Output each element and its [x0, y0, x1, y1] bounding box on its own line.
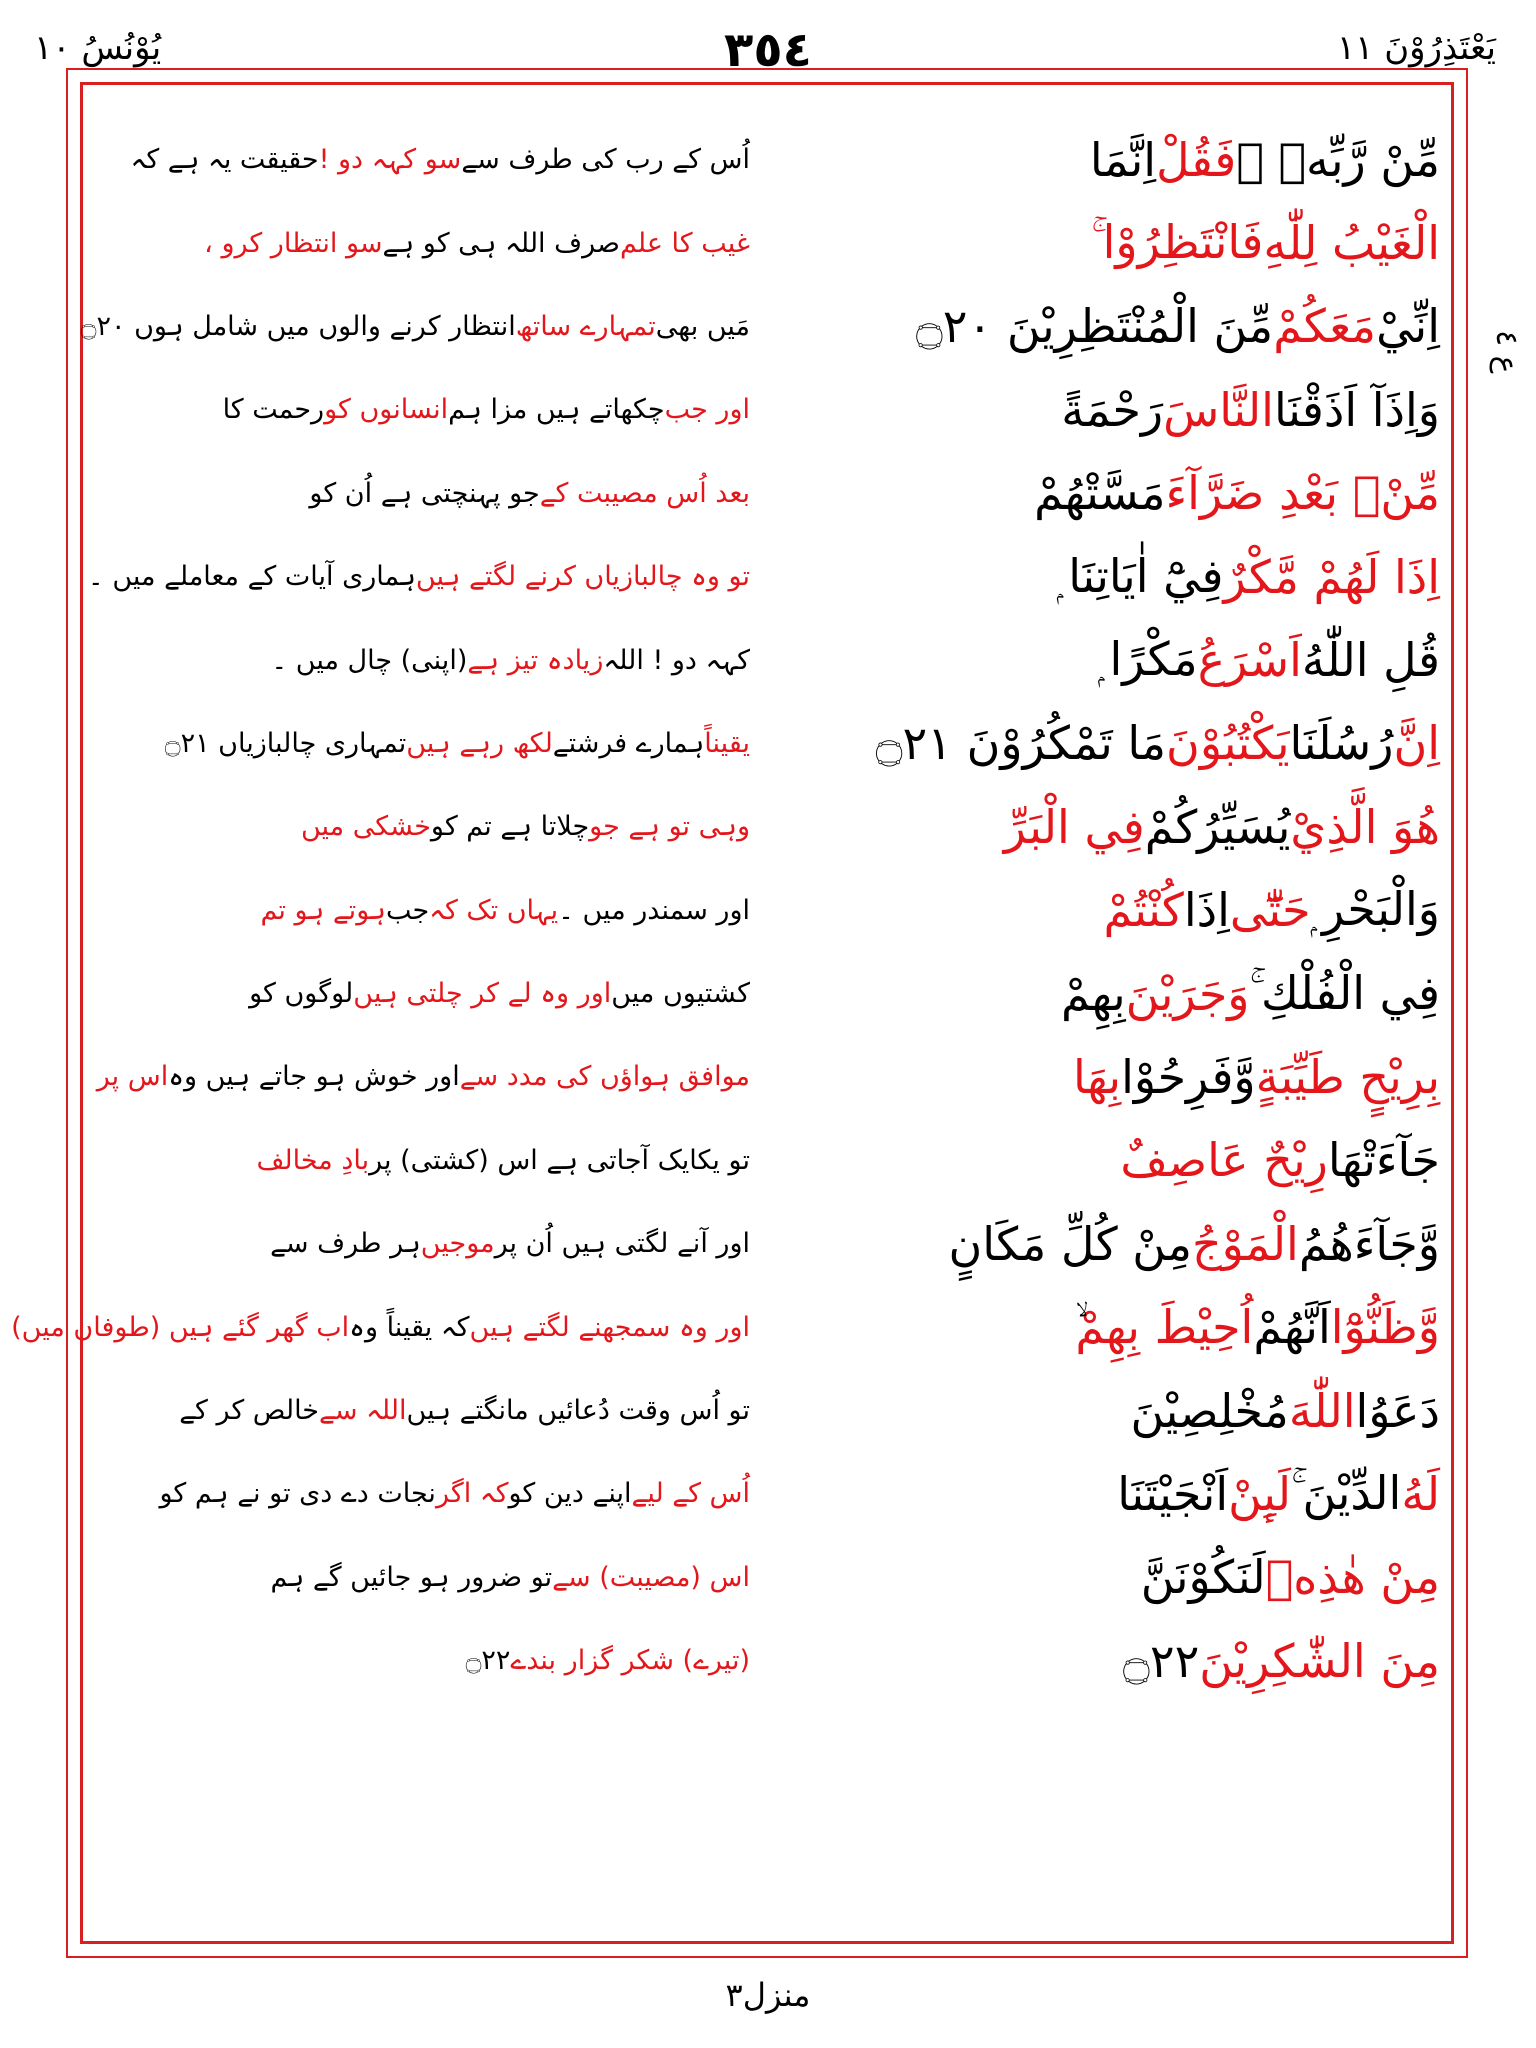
highlighted-text: اس پر	[96, 1061, 169, 1093]
highlighted-text: فَانْتَظِرُوْا ۚ	[1091, 215, 1264, 270]
arabic-line	[750, 285, 1440, 368]
text-segment: وَاِذَآ اَذَقْنَا	[1273, 382, 1440, 437]
text-segment: کشتیوں میں	[611, 978, 750, 1010]
highlighted-text: یقیناً	[704, 727, 750, 759]
highlighted-text: سو کہہ دو !	[318, 144, 462, 176]
highlighted-text: اُحِيْطَ بِهِمْ	[1075, 1300, 1254, 1355]
arabic-line	[750, 535, 1440, 618]
arabic-line	[750, 1369, 1440, 1452]
text-segment: جَآءَتْهَا	[1327, 1133, 1440, 1188]
text-segment: فِي الْفُلْكِ ۚ	[1249, 965, 1440, 1020]
text-segment: قُلِ اللّٰهُ	[1301, 633, 1440, 688]
text-segment: اِنَّمَا	[1089, 132, 1157, 187]
text-segment: ہمارے فرشتے	[552, 727, 705, 759]
highlighted-text: الْغَيْبُ لِلّٰهِ	[1263, 216, 1440, 271]
highlighted-text: بِهَا	[1073, 1049, 1122, 1104]
text-segment: تمہاری چالبازیاں ۝٢١	[164, 727, 407, 759]
text-segment: مَا تَمْكُرُوْنَ ۝٢١	[875, 716, 1167, 771]
text-segment: رَحْمَةً	[1061, 382, 1164, 437]
text-segment: مِّنْ رَّبِّهٖ ۚ	[1236, 132, 1440, 187]
urdu-line	[96, 1035, 750, 1118]
highlighted-text: مِّنْۢ بَعْدِ ضَرَّآءَ	[1165, 466, 1440, 521]
urdu-line	[100, 1536, 750, 1619]
text-segment: لوگوں کو	[249, 978, 354, 1010]
arabic-line	[750, 368, 1440, 451]
urdu-line	[100, 452, 750, 535]
urdu-translation-column	[11, 118, 750, 1702]
text-segment: اَنْجَيْتَنَا	[1117, 1466, 1229, 1521]
highlighted-text: اور وہ لے کر چلتی ہیں	[353, 978, 612, 1010]
highlighted-text: اللہ سے	[319, 1395, 407, 1427]
urdu-line	[100, 1369, 750, 1452]
text-segment: وَّفَرِحُوْا	[1121, 1049, 1256, 1104]
highlighted-text: تمہارے ساتھ	[515, 310, 656, 342]
highlighted-text: اُس کے لیے	[631, 1478, 750, 1510]
highlighted-text: (تیرے) شکر گزار بندے	[510, 1645, 750, 1677]
text-segment: بِهِمْ	[1061, 966, 1126, 1021]
highlighted-text: لَىِٕنْ	[1228, 1466, 1292, 1521]
arabic-line	[750, 118, 1440, 201]
highlighted-text: وہی تو ہے جو	[589, 811, 750, 843]
arabic-line	[750, 1452, 1440, 1535]
urdu-line	[100, 201, 750, 284]
text-segment: مَكْرًا ۭ	[1097, 632, 1198, 687]
text-segment: تو یکایک آجاتی ہے اس (کشتی) پر	[369, 1144, 750, 1176]
page-number: ٣٥٤	[724, 22, 812, 78]
highlighted-text: اللّٰهَ	[1288, 1383, 1356, 1438]
text-segment: (اپنی) چال میں ۔	[271, 644, 468, 676]
text-segment: ہر طرف سے	[270, 1228, 421, 1260]
text-segment: لَنَكُوْنَنَّ	[1140, 1550, 1266, 1605]
arabic-line	[750, 452, 1440, 535]
text-segment: تو اُس وقت دُعائیں مانگتے ہیں	[406, 1395, 750, 1427]
urdu-line	[100, 869, 750, 952]
text-segment: صرف اللہ ہی کو ہے	[382, 227, 620, 259]
text-segment: کہ یقیناً وہ	[349, 1311, 470, 1343]
text-segment: اور خوش ہو جاتے ہیں وہ	[168, 1061, 460, 1093]
arabic-line	[750, 785, 1440, 868]
text-segment: مِّنَ الْمُنْتَظِرِيْنَ ۝٢٠	[915, 299, 1274, 354]
highlighted-text: تو وہ چالبازیاں کرنے لگتے ہیں	[415, 561, 750, 593]
text-segment: اور سمندر میں ۔	[558, 894, 750, 926]
arabic-line	[750, 869, 1440, 952]
highlighted-text: اَسْرَعُ	[1197, 633, 1302, 688]
text-segment: اِنِّيْ	[1376, 299, 1440, 354]
highlighted-text: يَكْتُبُوْنَ	[1166, 716, 1290, 771]
text-segment: وَّجَآءَهُمُ	[1298, 1216, 1440, 1271]
text-segment: چکھاتے ہیں مزا ہم	[448, 394, 665, 426]
text-segment: خالص کر کے	[179, 1395, 319, 1427]
highlighted-text: مِنْ هٰذِهٖ	[1265, 1550, 1440, 1605]
highlighted-text: كُنْتُمْ	[1103, 883, 1184, 938]
text-segment: مُخْلِصِيْنَ	[1130, 1383, 1289, 1438]
arabic-line	[750, 702, 1440, 785]
urdu-line	[100, 1452, 750, 1535]
text-segment: يُسَيِّرُكُمْ	[1144, 799, 1291, 854]
urdu-line	[100, 118, 750, 201]
urdu-line	[100, 1119, 750, 1202]
highlighted-text: لَهُ	[1401, 1466, 1440, 1521]
highlighted-text: هُوَ الَّذِيْ	[1290, 799, 1440, 854]
highlighted-text: مَعَكُمْ	[1273, 299, 1377, 354]
arabic-line	[750, 618, 1440, 701]
highlighted-text: یہاں تک کہ	[429, 894, 559, 926]
urdu-line	[80, 285, 750, 368]
highlighted-text: الْمَوْجُ	[1191, 1216, 1299, 1271]
text-segment: نجات دے دی تو نے ہم کو	[159, 1478, 436, 1510]
text-segment: ۝٢٢	[1122, 1633, 1200, 1688]
highlighted-text: سو انتظار کرو ،	[204, 227, 383, 259]
highlighted-text: زیادہ تیز ہے	[467, 644, 604, 676]
text-segment: جو پہنچتی ہے اُن کو	[309, 477, 540, 509]
arabic-line	[750, 1202, 1440, 1285]
arabic-line	[750, 201, 1440, 284]
highlighted-text: بادِ مخالف	[256, 1144, 370, 1176]
highlighted-text: حَتّٰٓى	[1229, 883, 1311, 938]
highlighted-text: مِنَ الشّٰكِرِيْنَ	[1199, 1633, 1440, 1688]
urdu-line	[100, 785, 750, 868]
urdu-line	[87, 535, 750, 618]
text-segment: ہماری آیات کے معاملے میں ۔	[87, 561, 416, 593]
urdu-line	[100, 368, 750, 451]
text-segment: الدِّيْنَ ۚ	[1291, 1465, 1402, 1520]
text-segment: اور آنے لگتی ہیں اُن پر	[494, 1228, 750, 1260]
highlighted-text: بِرِيْحٍ طَيِّبَةٍ	[1255, 1049, 1440, 1104]
text-segment: دَعَوُا	[1355, 1383, 1440, 1438]
text-segment: ۝٢٢	[465, 1645, 511, 1677]
text-segment: انتظار کرنے والوں میں شامل ہوں ۝٢٠	[80, 310, 516, 342]
text-segment: مَسَّتْهُمْ	[1034, 466, 1166, 521]
urdu-line	[100, 1619, 750, 1702]
highlighted-text: خشکی میں	[300, 811, 431, 843]
text-segment: اَنَّهُمْ	[1253, 1300, 1331, 1355]
manzil-footer: منزل٣	[725, 1976, 811, 2014]
highlighted-text: اس (مصیبت) سے	[552, 1561, 750, 1593]
arabic-line	[750, 1285, 1440, 1368]
text-segment: جب	[385, 894, 430, 926]
highlighted-text: بعد اُس مصیبت کے	[539, 477, 750, 509]
highlighted-text: کہ اگر	[435, 1478, 509, 1510]
text-segment: وَالْبَحْرِ ۭ	[1310, 882, 1440, 937]
highlighted-text: اِذَا لَهُمْ مَّكْرٌ	[1223, 549, 1440, 604]
text-segment: رحمت کا	[222, 394, 325, 426]
text-segment: کہہ دو ! اللہ	[603, 644, 750, 676]
highlighted-text: موافق ہواؤں کی مدد سے	[459, 1061, 750, 1093]
header-surah-left: يُوْنُسُ ١٠	[34, 28, 162, 68]
arabic-line	[750, 1119, 1440, 1202]
text-segment: مِنْ كُلِّ مَكَانٍ	[948, 1216, 1192, 1271]
header-surah-right: يَعْتَذِرُوْنَ ١١	[1336, 28, 1496, 68]
highlighted-text: اور جب	[664, 394, 750, 426]
highlighted-text: اور وہ سمجھنے لگتے ہیں	[469, 1311, 750, 1343]
highlighted-text: رِيْحٌ عَاصِفٌ	[1120, 1133, 1328, 1188]
urdu-line	[11, 1285, 750, 1368]
text-segment: تو ضرور ہو جائیں گے ہم	[270, 1561, 553, 1593]
highlighted-text: فِي الْبَرِّ	[1003, 799, 1145, 854]
text-segment: اِذَا	[1183, 883, 1230, 938]
highlighted-text: اب گھر گئے ہیں (طوفان میں)	[11, 1311, 350, 1343]
text-segment: فِيْٓ اٰيَاتِنَا ۭ	[1056, 548, 1224, 603]
text-segment: حقیقت یہ ہے کہ	[130, 144, 319, 176]
urdu-line	[100, 618, 750, 701]
highlighted-text: وَّظَنُّوْٓا	[1330, 1300, 1440, 1355]
highlighted-text: غیب کا علم	[619, 227, 750, 259]
highlighted-text: النَّاسَ	[1163, 382, 1274, 437]
highlighted-text: وَجَرَيْنَ	[1125, 966, 1250, 1021]
arabic-line	[750, 952, 1440, 1035]
highlighted-text: ہوتے ہو تم	[260, 894, 386, 926]
text-segment: اپنے دین کو	[508, 1478, 632, 1510]
arabic-line	[750, 1536, 1440, 1619]
ruku-marker: ع ٤	[1489, 330, 1524, 374]
highlighted-text: فَقُلْ	[1156, 132, 1237, 187]
text-segment: رُسُلَنَا	[1289, 716, 1394, 771]
urdu-line	[100, 1202, 750, 1285]
urdu-line	[100, 952, 750, 1035]
highlighted-text: موجیں	[420, 1228, 495, 1260]
arabic-line	[750, 1619, 1440, 1702]
text-segment: اُس کے رب کی طرف سے	[461, 144, 750, 176]
highlighted-text: اِنَّ	[1393, 716, 1440, 771]
highlighted-text: لکھ رہے ہیں	[406, 727, 553, 759]
highlighted-text: انسانوں کو	[324, 394, 449, 426]
text-segment: چلاتا ہے تم کو	[430, 811, 590, 843]
text-segment: مَیں بھی	[655, 310, 750, 342]
urdu-line	[100, 702, 750, 785]
arabic-line	[750, 1035, 1440, 1118]
arabic-text-column	[750, 118, 1440, 1702]
